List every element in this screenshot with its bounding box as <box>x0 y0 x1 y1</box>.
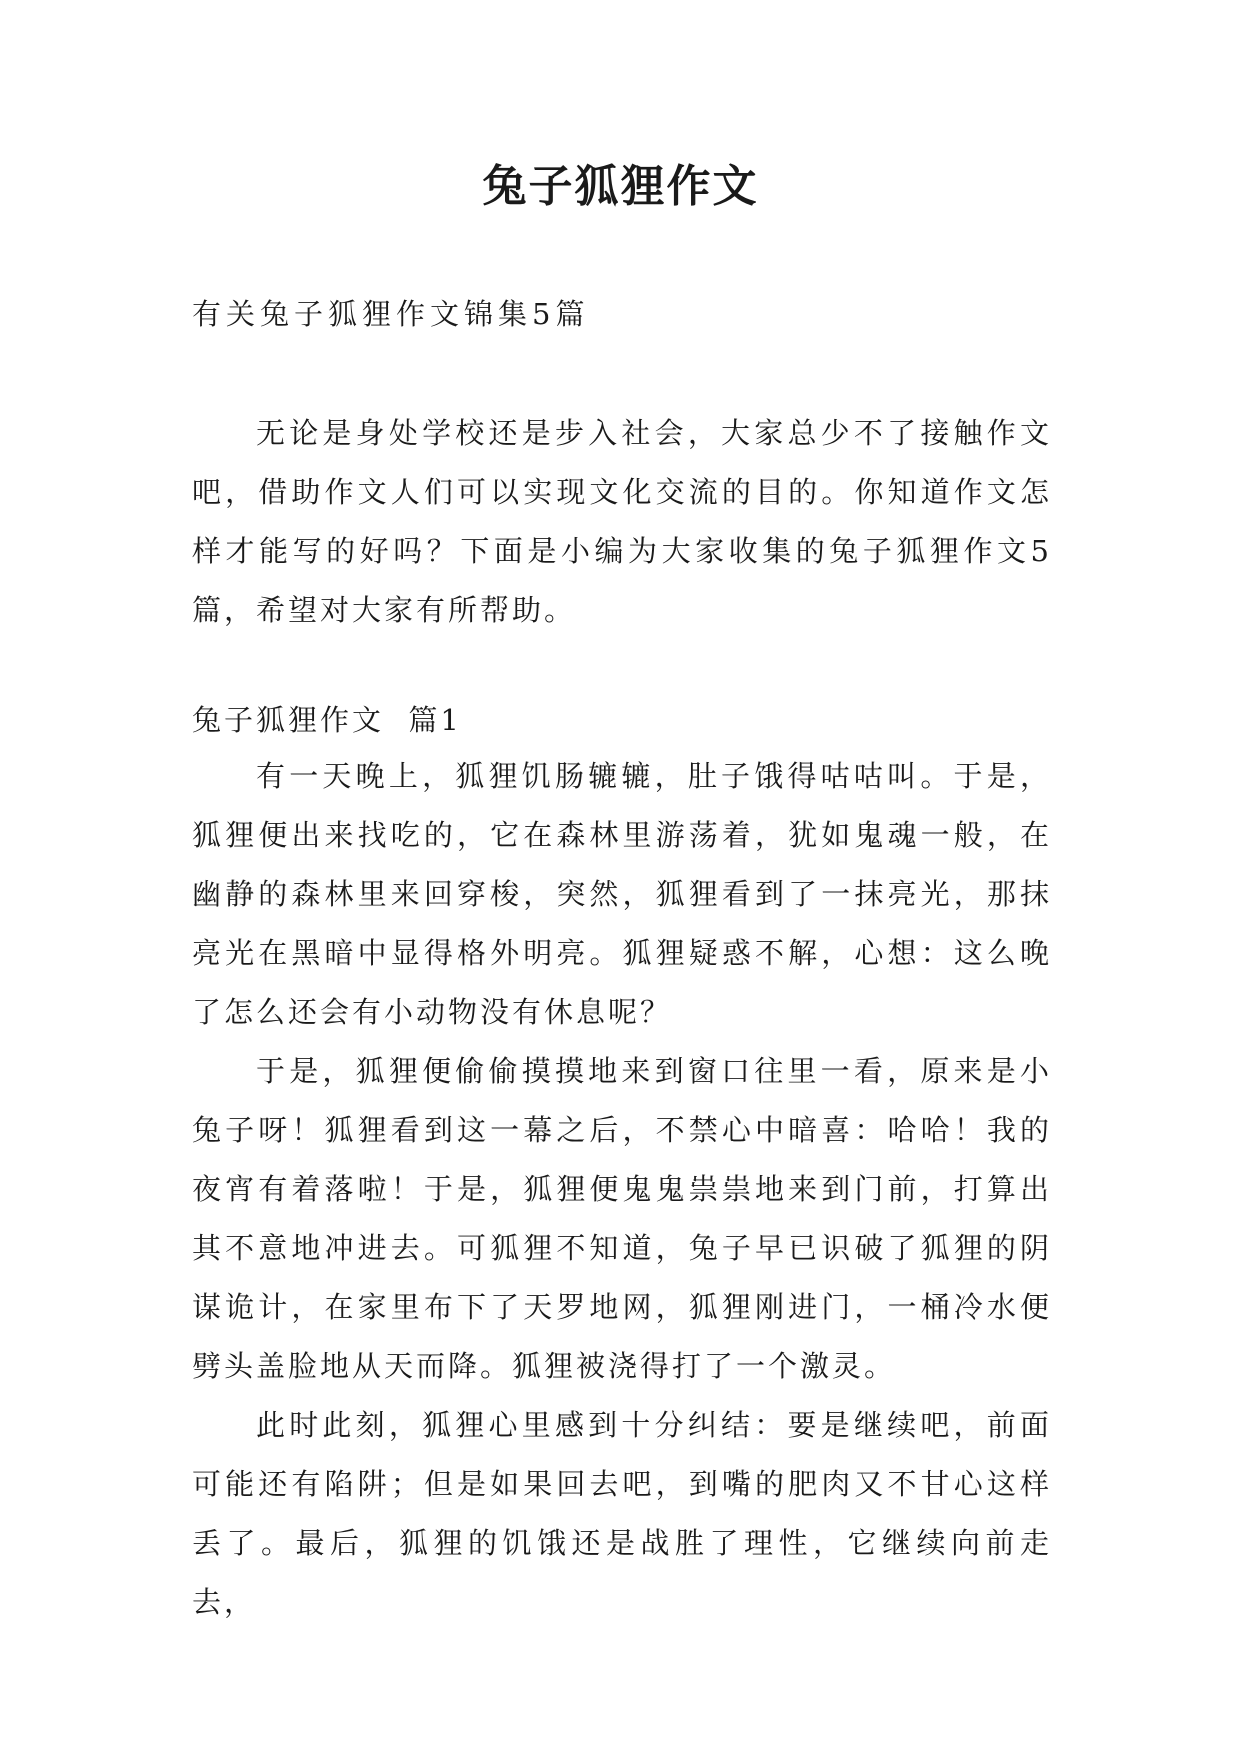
document-title: 兔子狐狸作文 <box>482 161 759 212</box>
story-paragraph-1: 有一天晚上，狐狸饥肠辘辘，肚子饿得咕咕叫。于是，狐狸便出来找吃的，它在森林里游荡着，犹如鬼魂一般，在幽静的森林里来回穿梭，突然，狐狸看到了一抹亮光，那抹亮光在黑暗中显得格外明亮。狐狸疑惑不解，心想：这么晚了怎么还会有小动物没有休息呢？ <box>192 759 1052 1029</box>
section-heading: 兔子狐狸作文 篇1 <box>192 703 462 737</box>
story-paragraph-3: 此时此刻，狐狸心里感到十分纠结：要是继续吧，前面可能还有陷阱；但是如果回去吧，到嘴的肥肉又不甘心这样丢了。最后，狐狸的饥饿还是战胜了理性，它继续向前走去， <box>192 1408 1052 1619</box>
story-body <box>192 747 1052 1632</box>
document-subtitle: 有关兔子狐狸作文锦集5篇 <box>192 297 590 331</box>
intro-paragraph-block <box>192 404 1052 640</box>
intro-paragraph: 无论是身处学校还是步入社会，大家总少不了接触作文吧，借助作文人们可以实现文化交流的目的。你知道作文怎样才能写的好吗？下面是小编为大家收集的兔子狐狸作文5篇，希望对大家有所帮助。 <box>192 416 1052 627</box>
story-paragraph-2: 于是，狐狸便偷偷摸摸地来到窗口往里一看，原来是小兔子呀！狐狸看到这一幕之后，不禁心中暗喜：哈哈！我的夜宵有着落啦！于是，狐狸便鬼鬼祟祟地来到门前，打算出其不意地冲进去。可狐狸不知道，兔子早已识破了狐狸的阴谋诡计，在家里布下了天罗地网，狐狸刚进门，一桶冷水便劈头盖脸地从天而降。狐狸被浇得打了一个激灵。 <box>192 1054 1052 1383</box>
